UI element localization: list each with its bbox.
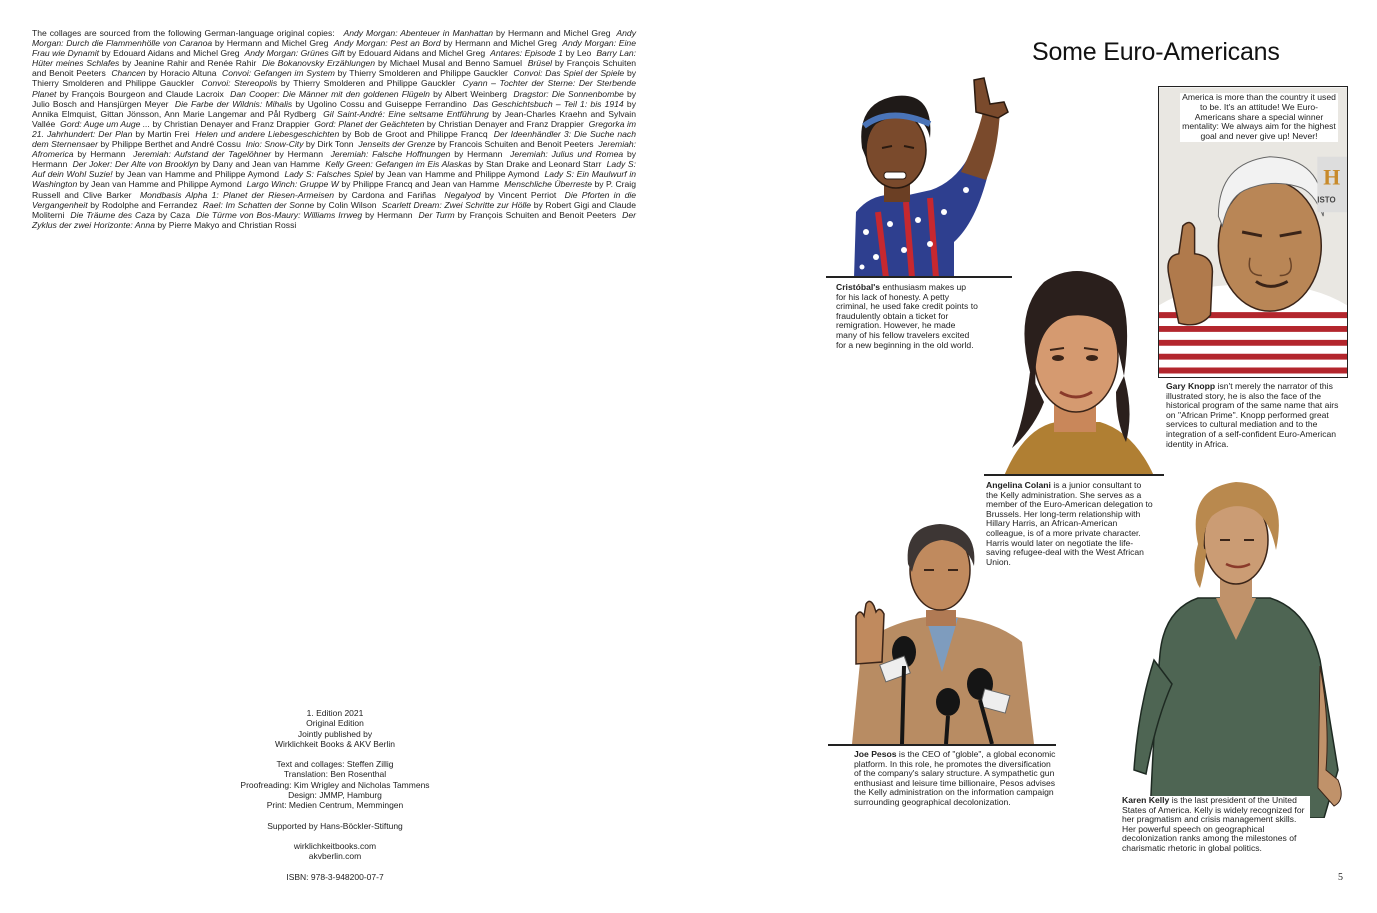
source-entry — [323, 149, 502, 159]
source-title: Lady S: Ein Maulwurf in Washington — [32, 169, 637, 190]
source-title: Jeremiah: Afromerica — [32, 139, 637, 160]
source-author: by François Bourgeon and Claude Lacroix — [59, 88, 224, 99]
source-author: by Philippe Francq and Jean van Hamme — [341, 179, 500, 190]
source-author: by Hermann and Michel Greg — [214, 38, 329, 49]
source-title: Barry Lan: Hüter meines Schlafes — [32, 48, 637, 69]
source-title: Negalyod — [444, 189, 481, 200]
source-entry — [194, 78, 455, 88]
source-author: by Thierry Smolderen and Philippe Gauckler — [280, 78, 456, 89]
source-title: Scarlett Dream: Zwei Schritte zur Hölle — [381, 199, 532, 210]
source-author: by François Schuiten and Benoit Peeters — [457, 209, 617, 220]
source-author: by Hermann — [32, 149, 637, 170]
source-author: by Hermann and Michel Greg — [443, 38, 557, 49]
source-title: Dragstor: Die Sonnenbombe — [513, 88, 624, 99]
source-title: Brüsel — [527, 58, 553, 69]
source-author: by Robert Gigi and Claude Moliterni — [32, 199, 636, 220]
source-title: Gregorka im 21. Jahrhundert: Der Plan — [32, 118, 637, 139]
source-entry — [256, 58, 522, 68]
source-author: by Vincent Perriot — [484, 189, 557, 200]
source-author: by Annika Elmquist, Gittan Jönsson, Ann Marie Langemar and Pål Rydberg — [32, 98, 636, 119]
source-title: Rael: Im Schatten der Sonne — [202, 199, 315, 210]
source-title: Die Türme von Bos-Maury: Williams Irrweg — [196, 209, 363, 220]
source-title: Die Pforten in die Vergangenheit — [32, 189, 637, 210]
source-entry — [55, 119, 309, 129]
imprint-translation: Translation: Ben Rosenthal — [283, 769, 387, 780]
sources-intro: The collages are sourced from the following German-language original copies: — [32, 28, 335, 38]
imprint-original: Original Edition — [306, 718, 364, 729]
source-title: Jeremiah: Julius und Romea — [510, 149, 624, 160]
gary-knopp-text: isn't merely the narrator of this illustrated story, he is also the face of the historical program of the same name that airs on "African Prime". Knopp performed great services to cultural mediation and to the integration of a self-confident Euro-American identity in Africa. — [1166, 381, 1339, 449]
source-entry — [126, 149, 323, 159]
speech-bubble: America is more than the country it used to be. It's an attitude! We Euro-Americans share a special winner mentality: We always aim for the highest goal and never give up! Never! — [1180, 93, 1338, 142]
joe-pesos-name: Joe Pesos — [854, 749, 897, 759]
sources-paragraph — [32, 28, 636, 230]
page-number: 5 — [1338, 872, 1343, 883]
imprint-jointly: Jointly published by — [297, 728, 373, 739]
source-entry — [132, 190, 436, 200]
source-entry — [279, 169, 539, 179]
source-title: Andy Morgan: Eine Frau wie Dynamit — [32, 38, 636, 59]
source-entry — [242, 179, 500, 189]
source-title: Convoi: Gefangen im System — [222, 68, 335, 79]
sources-list — [32, 28, 636, 230]
imprint-supported: Supported by Hans-Böckler-Stiftung — [267, 820, 403, 831]
source-title: Der Zyklus der zwei Horizonte: Anna — [32, 209, 637, 230]
source-title: Kelly Green: Gefangen im Eis Alaskas — [325, 159, 472, 170]
source-author: by Leo — [565, 48, 592, 59]
source-title: Jenseits der Grenze — [358, 139, 436, 150]
source-title: Menschliche Überreste — [504, 179, 593, 190]
imprint-proofreading: Proofreading: Kim Wrigley and Nicholas Tammens — [240, 779, 430, 790]
karen-kelly-text: is the last president of the United States of America. Kelly is widely recognized for her pragmatism and crisis management skills. Her powerful speech on geographical decolonization ranks among the milestones of charismatic rhetoric in global politics. — [1122, 795, 1305, 853]
logo-text: ISTO — [1317, 195, 1336, 205]
source-author: by Philippe Berthet and André Cossu — [100, 139, 241, 150]
source-title: Der Ideenhändler 3: Die Suche nach dem Sternensaer — [32, 128, 637, 150]
source-title: Lady S: Auf dein Wohl Suzie! — [32, 159, 636, 180]
source-author: by Martin Frei — [135, 128, 190, 139]
source-entry — [169, 99, 467, 109]
source-title: Das Geschichtsbuch – Teil 1: bis 1914 — [473, 98, 624, 109]
angelina-name: Angelina Colani — [986, 480, 1051, 490]
karen-kelly-illustration — [1124, 470, 1356, 818]
source-author: by Edouard Aidans and Michel Greg — [101, 48, 240, 59]
source-entry — [485, 48, 591, 58]
source-author: by Rodolphe and Ferrandez — [90, 199, 198, 210]
source-entry — [190, 210, 412, 220]
joe-pesos-text: is the CEO of "globle", a global economic platform. In this role, he promotes the diversification of the company's salary structure. A sympathetic gun enthusiast and leisure time billionaire, Pesos advises the Kelly administration on the information campaign surrounding geographical decolonization. — [854, 749, 1056, 807]
angelina-illustration — [984, 252, 1170, 476]
imprint-design: Design: JMMP, Hamburg — [288, 790, 382, 801]
source-author: by Jeanine Rahir and Renée Rahir — [122, 58, 257, 69]
source-entry — [241, 139, 354, 149]
source-title: Largo Winch: Gruppe W — [246, 179, 339, 190]
source-title: Jeremiah: Aufstand der Tagelöhner — [133, 149, 271, 160]
imprint-text-credit: Text and collages: Steffen Zillig — [276, 759, 394, 770]
source-title: Convoi: Das Spiel der Spiele — [513, 68, 625, 79]
source-entry — [64, 210, 190, 220]
source-author: by Jean van Hamme and Philippe Aymond — [375, 169, 540, 180]
source-entry — [413, 210, 617, 220]
source-entry — [217, 68, 508, 78]
source-title: Andy Morgan: Grünes Gift — [244, 48, 345, 59]
source-author: by Albert Weinberg — [433, 88, 508, 99]
imprint-print: Print: Medien Centrum, Memmingen — [266, 800, 404, 811]
imprint-publishers: Wirklichkeit Books & AKV Berlin — [275, 738, 395, 749]
source-title: Gord: Auge um Auge ... — [60, 118, 151, 129]
source-title: Die Träume des Caza — [70, 209, 156, 220]
source-title: Inio: Snow-City — [245, 139, 304, 150]
source-title: Antares: Episode 1 — [490, 48, 563, 59]
joe-pesos-illustration — [842, 512, 1038, 744]
source-entry — [309, 119, 583, 129]
source-title: Jeremiah: Falsche Hoffnungen — [330, 149, 451, 160]
source-entry — [436, 190, 556, 200]
source-author: by Julio Bosch and Hansjürgen Meyer — [32, 88, 637, 109]
source-title: Dan Cooper: Die Männer mit den goldenen Flügeln — [230, 88, 430, 99]
source-author: by Cardona and Fariñas — [338, 189, 436, 200]
source-author: by Hermann — [274, 149, 323, 160]
cristobal-illustration — [826, 62, 1016, 278]
source-author: by Dirk Tonn — [305, 139, 354, 150]
gary-knopp-caption — [1166, 382, 1346, 449]
source-author: by Colin Wilson — [316, 199, 377, 210]
source-title: Die Bokanovsky Erzählungen — [261, 58, 376, 69]
source-entry — [354, 139, 594, 149]
source-author: by Edouard Aidans and Michel Greg — [347, 48, 486, 59]
source-entry — [67, 159, 320, 169]
source-author: by Francois Schuiten and Benoit Peeters — [437, 139, 594, 150]
imprint-web-2: akvberlin.com — [308, 851, 362, 862]
source-entry — [189, 129, 487, 139]
source-author: by Jean-Charles Kraehn and Sylvain Vallée — [32, 108, 636, 129]
source-entry — [224, 89, 507, 99]
joe-pesos-caption — [854, 750, 1058, 808]
source-author: by Ugolino Cossu and Guiseppe Ferrandino — [295, 98, 467, 109]
source-title: Gil Saint-André: Eine seltsame Entführung — [323, 108, 489, 119]
source-title: Andy Morgan: Pest an Bord — [333, 38, 441, 49]
source-author: by Horacio Altuna — [148, 68, 217, 79]
source-title: Der Turm — [418, 209, 455, 220]
logo-letter: H — [1323, 165, 1341, 190]
karen-kelly-caption — [1122, 796, 1310, 854]
source-title: Cyann – Tochter der Sterne: Der Sterbende Planet — [32, 78, 636, 99]
source-title: Gord: Planet der Geächteten — [314, 118, 425, 129]
imprint-isbn: ISBN: 978-3-948200-07-7 — [286, 871, 384, 882]
source-title: Helen und andere Liebesgeschichten — [195, 128, 340, 139]
source-title: Lady S: Falsches Spiel — [284, 169, 373, 180]
cristobal-text: enthusiasm makes up for his lack of honesty. A petty criminal, he used fake credit points to fraudulently obtain a ticket for remigration. However, he made many of his fellow travelers excited for a new beginning in the old world. — [836, 282, 978, 350]
source-title: Chancen — [111, 68, 146, 79]
karen-kelly-name: Karen Kelly — [1122, 795, 1170, 805]
source-author: by Christian Denayer and Franz Drappier — [152, 118, 310, 129]
page-title: Some Euro-Americans — [1032, 38, 1280, 66]
gary-knopp-name: Gary Knopp — [1166, 381, 1216, 391]
imprint-edition: 1. Edition 2021 — [306, 708, 364, 718]
source-title: Andy Morgan: Durch die Flammenhölle von Caranoa — [32, 28, 637, 49]
source-author: by Hermann — [365, 209, 413, 220]
source-author: by Caza — [158, 209, 191, 220]
source-author: by Christian Denayer and Franz Drappier — [426, 118, 584, 129]
source-entry — [320, 159, 601, 169]
source-entry — [328, 38, 556, 48]
source-entry — [198, 200, 377, 210]
joe-pesos-rule — [828, 744, 1056, 746]
source-author: by Hermann and Michel Greg — [496, 28, 611, 38]
source-author: by Hermann — [77, 149, 126, 160]
source-title: Der Joker: Der Alte von Brooklyn — [72, 159, 199, 170]
source-title: Mondbasis Alpha 1: Planet der Riesen-Armeisen — [139, 189, 335, 200]
source-author: by Dany and Jean van Hamme — [201, 159, 321, 170]
source-title: Die Farbe der Wildnis: Mihalis — [174, 98, 293, 109]
source-author: by Bob de Groot and Philippe Francq — [342, 128, 488, 139]
source-author: by Hermann — [454, 149, 503, 160]
source-entry — [106, 68, 217, 78]
source-title: Andy Morgan: Abenteuer in Manhattan — [343, 28, 494, 38]
source-author: by François Schuiten and Benoit Peeters — [32, 58, 637, 79]
source-author: by Stan Drake and Leonard Starr — [474, 159, 602, 170]
source-author: by Jean van Hamme and Philippe Aymond — [115, 169, 280, 180]
cristobal-name: Cristóbal's — [836, 282, 881, 292]
source-author: by Jean van Hamme and Philippe Aymond — [79, 179, 242, 190]
cristobal-caption — [836, 283, 978, 350]
source-title: Convoi: Stereopolis — [201, 78, 278, 89]
source-entry — [240, 48, 486, 58]
angelina-text: is a junior consultant to the Kelly administration. She serves as a member of the Euro-American delegation to Brussels. Her long-term relationship with Hillary Harris, an African-American colleague, is of a more private character. Harris would later on negotiate the life-saving refugee-deal with the West African Union. — [986, 480, 1153, 567]
source-author: by Michael Musal and Benno Samuel — [377, 58, 523, 69]
source-entry — [338, 28, 611, 38]
source-author: by Pierre Makyo and Christian Rossi — [157, 219, 297, 230]
source-author: by Thierry Smolderen and Philippe Gauckler — [337, 68, 508, 79]
imprint-web-1: wirklichkeitbooks.com — [293, 840, 377, 851]
source-author: by Thierry Smolderen and Philippe Gauckler — [32, 68, 637, 89]
source-author: by P. Craig Russell and Clive Barker — [32, 179, 636, 200]
imprint — [200, 708, 470, 882]
